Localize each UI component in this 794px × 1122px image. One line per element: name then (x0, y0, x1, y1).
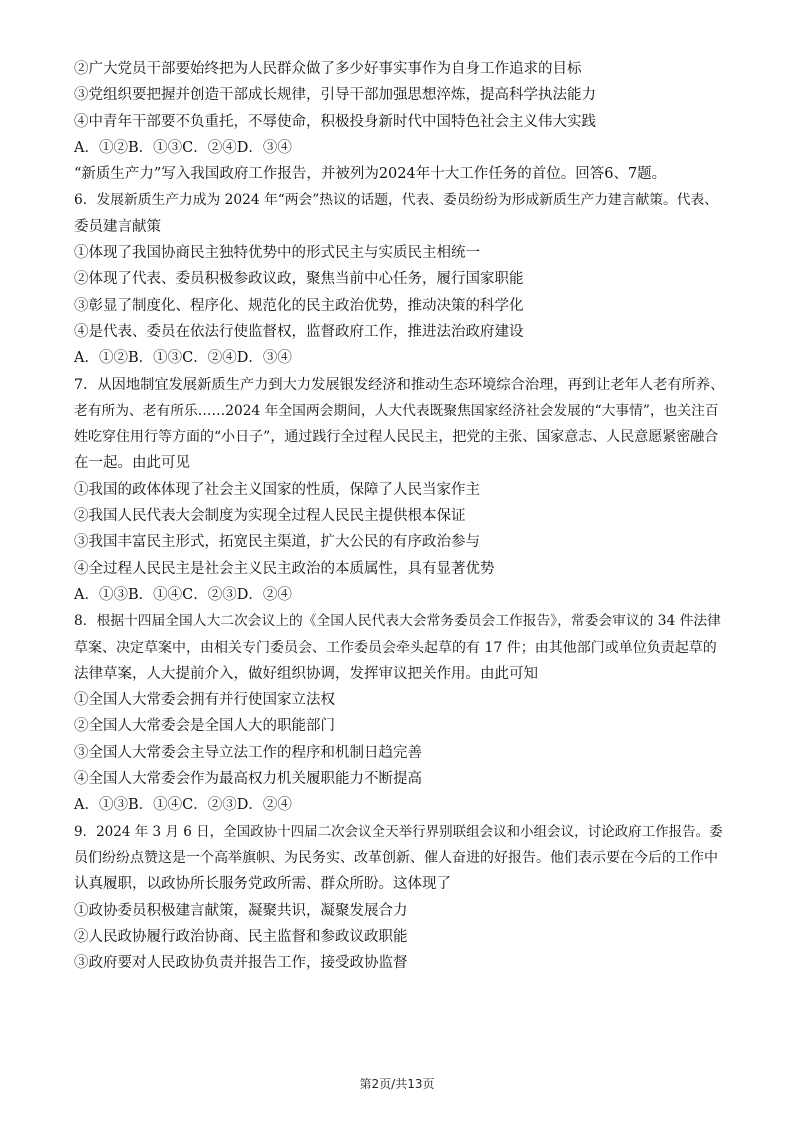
q6-option-2: ②体现了代表、委员积极参政议政，聚焦当前中心任务，履行国家职能 (74, 271, 524, 288)
q5-answer-choices: A．①②B．①③C．②④D．③④ (74, 139, 292, 156)
page-content (74, 56, 726, 976)
q8-option-2: ②全国人大常委会是全国人大的职能部门 (74, 718, 335, 735)
q7-option-2: ②我国人民代表大会制度为实现全过程人民民主提供根本保证 (74, 508, 466, 525)
q9-option-2: ②人民政协履行政治协商、民主监督和参政议政职能 (74, 928, 408, 945)
q8-stem-line-3: 法律草案，人大提前介入，做好组织协调，发挥审议把关作用。由此可知 (74, 665, 538, 682)
q8-stem-line-2: 草案、决定草案中，由相关专门委员会、工作委员会牵头起草的有 17 件；由其他部门或单位负责起草的 (74, 639, 717, 656)
q7-answer-choices: A．①③B．①④C．②③D．②④ (74, 586, 292, 603)
q8-answer-choices: A．①③B．①④C．②③D．②④ (74, 797, 292, 814)
q7-stem-line-2: 老有所为、老有所乐……2024 年全国两会期间，人大代表既聚焦国家经济社会发展的“大事情”，也关注百 (74, 402, 719, 419)
q6-stem-line-2: 委员建言献策 (74, 218, 161, 235)
q5-option-2: ②广大党员干部要始终把为人民群众做了多少好事实事作为自身工作追求的目标 (74, 61, 582, 77)
q7-option-1: ①我国的政体体现了社会主义国家的性质，保障了人民当家作主 (74, 481, 480, 498)
q6-option-4: ④是代表、委员在依法行使监督权，监督政府工作，推进法治政府建设 (74, 323, 524, 340)
q9-option-1: ①政协委员积极建言献策，凝聚共识，凝聚发展合力 (74, 902, 408, 919)
q5-option-4: ④中青年干部要不负重托，不辱使命，积极投身新时代中国特色社会主义伟大实践 (74, 113, 596, 130)
q8-option-1: ①全国人大常委会拥有并行使国家立法权 (74, 692, 335, 709)
q7-stem-line-3: 姓吃穿住用行等方面的“小日子”，通过践行全过程人民民主，把党的主张、国家意志、人民意愿紧密融合 (74, 429, 719, 446)
section-intro: “新质生产力”写入我国政府工作报告，并被列为2024年十大工作任务的首位。回答6、7题。 (74, 166, 667, 183)
q7-stem-line-4: 在一起。由此可见 (74, 455, 190, 472)
q6-option-1: ①体现了我国协商民主独特优势中的形式民主与实质民主相统一 (74, 245, 480, 262)
q7-stem-line-1: 7．从因地制宜发展新质生产力到大力发展银发经济和推动生态环境综合治理，再到让老年人老有所养、 (74, 376, 725, 393)
q6-option-3: ③彰显了制度化、程序化、规范化的民主政治优势，推动决策的科学化 (74, 297, 524, 314)
q9-stem-line-1: 9．2024 年 3 月 6 日，全国政协十四届二次会议全天举行界别联组会议和小组会议，讨论政府工作报告。委 (74, 823, 723, 840)
q5-option-3: ③党组织要把握并创造干部成长规律，引导干部加强思想淬炼，提高科学执法能力 (74, 87, 596, 104)
q8-stem-line-1: 8．根据十四届全国人大二次会议上的《全国人民代表大会常务委员会工作报告》，常委会审议的 34 件法律 (74, 613, 721, 630)
q9-stem-line-3: 认真履职，以政协所长服务党政所需、群众所盼。这体现了 (74, 876, 451, 893)
q7-option-3: ③我国丰富民主形式，拓宽民主渠道，扩大公民的有序政治参与 (74, 534, 480, 551)
q8-option-4: ④全国人大常委会作为最高权力机关履职能力不断提高 (74, 771, 422, 788)
q6-answer-choices: A．①②B．①③C．②④D．③④ (74, 350, 292, 367)
page-number-footer: 第2页/共13页 (359, 1077, 435, 1091)
q6-stem-line-1: 6．发展新质生产力成为 2024 年“两会”热议的话题，代表、委员纷纷为形成新质生产力建言献策。代表、 (74, 192, 719, 209)
q8-option-3: ③全国人大常委会主导立法工作的程序和机制日趋完善 (74, 744, 422, 761)
q9-option-3: ③政府要对人民政协负责并报告工作，接受政协监督 (74, 955, 408, 972)
q9-stem-line-2: 员们纷纷点赞这是一个高举旗帜、为民务实、改革创新、催人奋进的好报告。他们表示要在今后的工作中 (74, 849, 718, 866)
q7-option-4: ④全过程人民民主是社会主义民主政治的本质属性，具有显著优势 (74, 560, 495, 577)
